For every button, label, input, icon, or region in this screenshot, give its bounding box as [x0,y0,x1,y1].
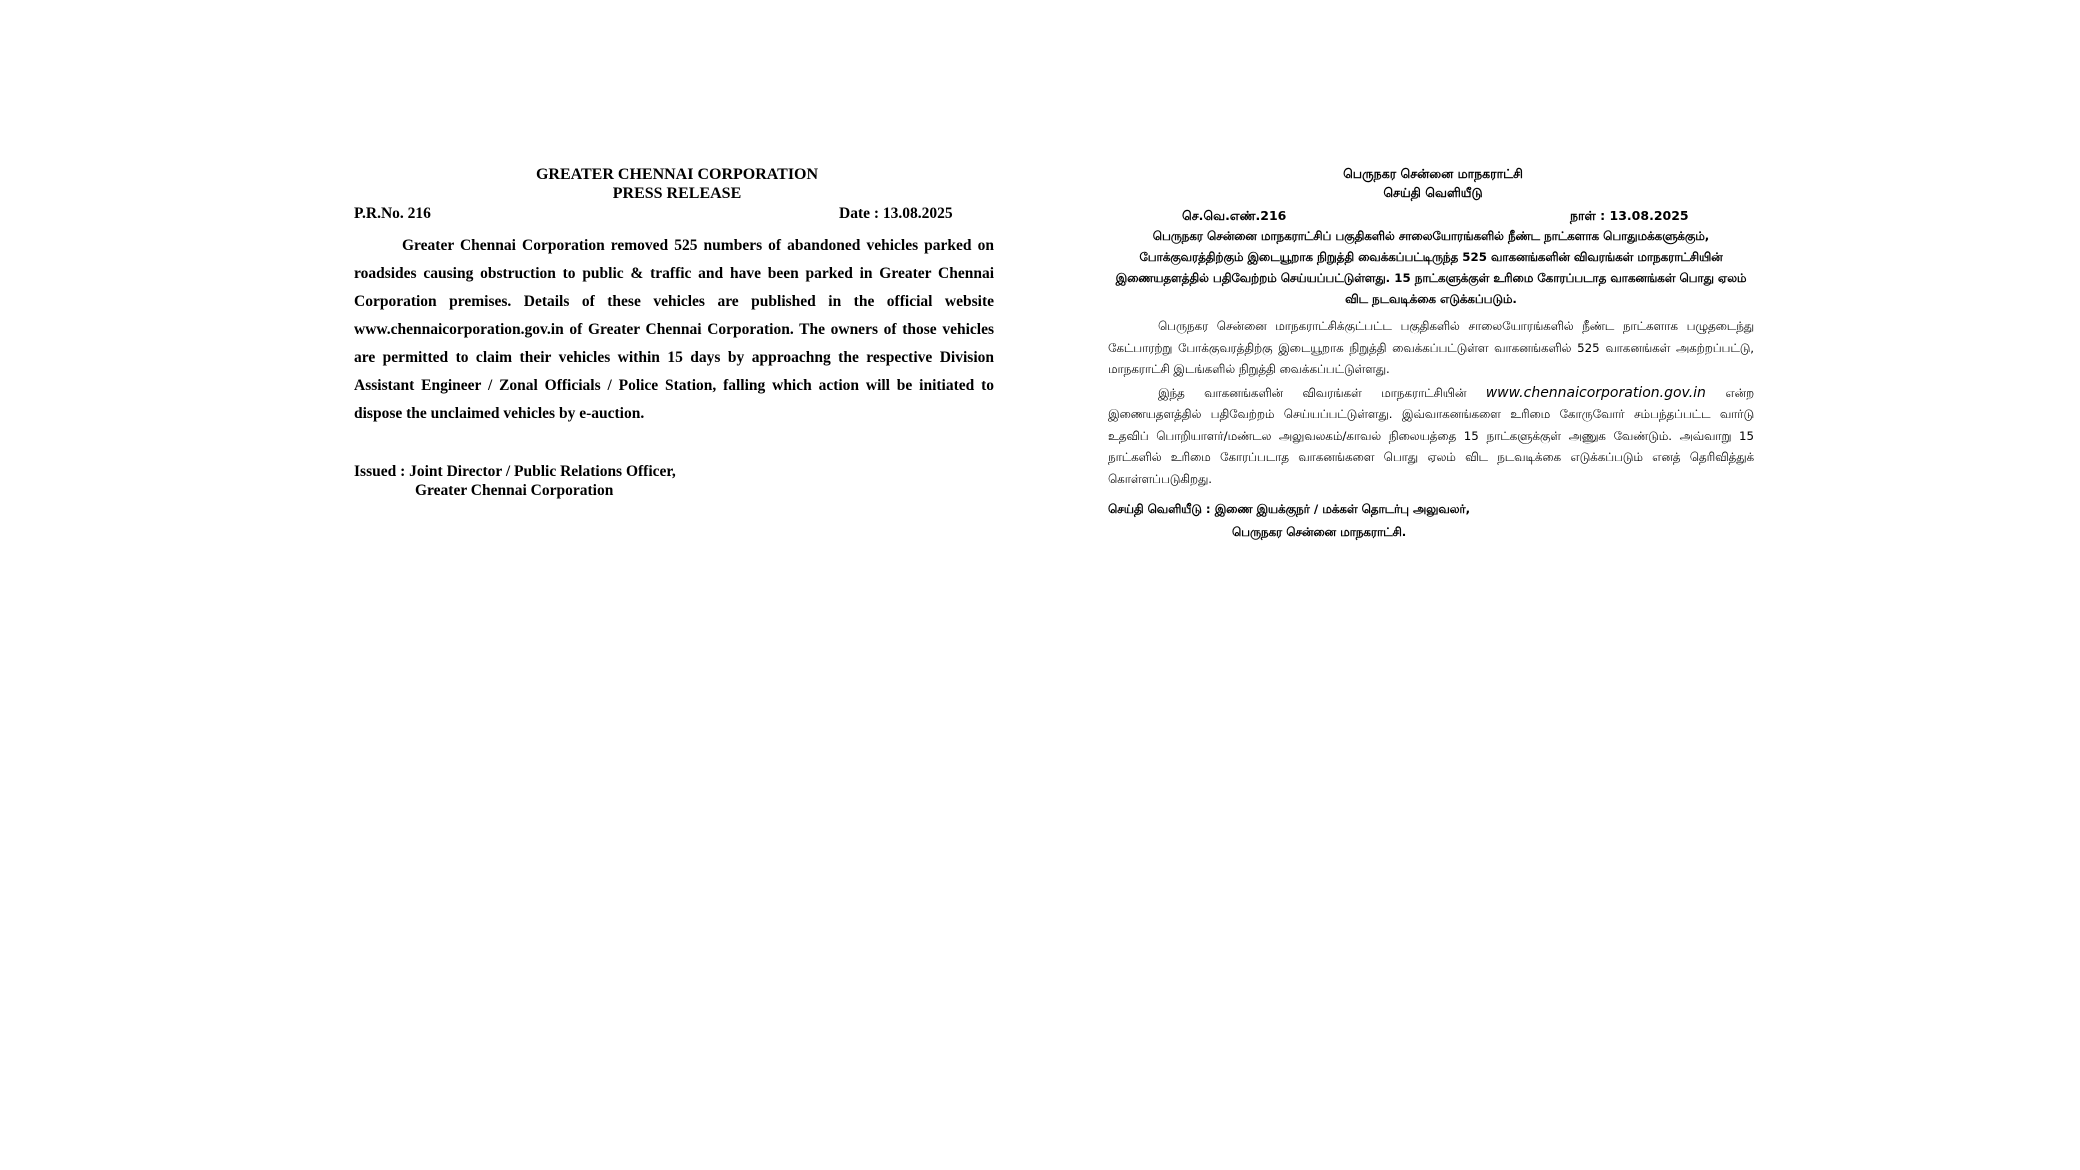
tamil-issued-by [1108,498,1754,544]
tamil-paragraph-2 [1108,383,1754,491]
english-issued-by [354,462,994,500]
tamil-meta-row [1108,206,1754,226]
tamil-date: நாள் : 13.08.2025 [1570,208,1689,223]
tamil-issued-line-1: செய்தி வெளியீடு : இணை இயக்குநர் / மக்கள் தொடர்பு அலுவலர், [1108,502,1471,516]
website-url: www.chennaicorporation.gov.in [1485,384,1706,401]
tamil-headline: பெருநகர சென்னை மாநகராட்சிப் பகுதிகளில் சாலையோரங்களில் நீண்ட நாட்களாக பொதுமக்களுக்கும், போக்குவரத்திற்கும் இடையூறாக நிறுத்தி வைக்கப்பட்டிருந்த 525 வாகனங்களின் விவரங்கள் மாநகராட்சியின் இணையதளத்தில் பதிவேற்றம் செய்யப்பட்டுள்ளது. 15 நாட்களுக்குள் உரிமை கோரப்படாத வாகனங்கள் பொது ஏலம் விட நடவடிக்கை எடுக்கப்படும். [1115,229,1747,306]
tamil-paragraph-2-start: இந்த வாகனங்களின் விவரங்கள் மாநகராட்சியின் [1158,385,1486,400]
english-issued-line-2: Greater Chennai Corporation [415,482,614,499]
english-body-paragraph: Greater Chennai Corporation removed 525 numbers of abandoned vehicles parked on roadsides causing obstruction to public & traffic and have been parked in Greater Chennai Corporation premises. Details of these vehicles are published in the official website www.chennaicorporation.gov.in of Greater Chennai Corporation. The owners of those vehicles are permitted to claim their vehicles within 15 days by approachng the respective Division Assistant Engineer / Zonal Officials / Police Station, falling which action will be initiated to dispose the unclaimed vehicles by e-auction. [354,237,994,422]
tamil-pr-number: செ.வெ.எண்.216 [1182,208,1287,223]
tamil-press-release-title: செய்தி வெளியீடு [1383,185,1483,200]
english-issued-line-1: Issued : Joint Director / Public Relations Officer, [354,463,676,480]
tamil-paragraph-2-rest: என்ற இணையதளத்தில் பதிவேற்றம் செய்யப்பட்டுள்ளது. இவ்வாகனங்களை உரிமை கோருவோர் சம்பந்தப்பட்ட வார்டு உதவிப் பொறியாளர்/மண்டல அலுவலகம்/காவல் நிலையத்தை 15 நாட்களுக்குள் அணுக வேண்டும். அவ்வாறு 15 நாட்களில் உரிமை கோரப்படாத வாகனங்களை பொது ஏலம் விட நடவடிக்கை எடுக்கப்படும் எனத் தெரிவித்துக் கொள்ளப்படுகிறது. [1108,385,1754,486]
tamil-press-release [1108,164,1754,544]
english-press-release [354,165,994,500]
tamil-issued-line-2: பெருநகர சென்னை மாநகராட்சி. [1232,525,1407,539]
tamil-organization-heading: பெருநகர சென்னை மாநகராட்சி [1343,166,1523,181]
english-pr-number: P.R.No. 216 [354,205,431,222]
english-press-release-title: PRESS RELEASE [612,185,742,202]
english-organization-heading: GREATER CHENNAI CORPORATION [535,166,819,183]
english-meta-row [354,204,994,223]
tamil-paragraph-1: பெருநகர சென்னை மாநகராட்சிக்குட்பட்ட பகுதிகளில் சாலையோரங்களில் நீண்ட நாட்களாக பழுதடைந்து கேட்பாரற்று போக்குவரத்திற்கு இடையூறாக நிறுத்தி வைக்கப்பட்டுள்ள வாகனங்களில் 525 வாகனங்கள் அகற்றப்பட்டு, மாநகராட்சி இடங்களில் நிறுத்தி வைக்கப்பட்டுள்ளது. [1108,319,1754,376]
english-date: Date : 13.08.2025 [839,205,953,222]
